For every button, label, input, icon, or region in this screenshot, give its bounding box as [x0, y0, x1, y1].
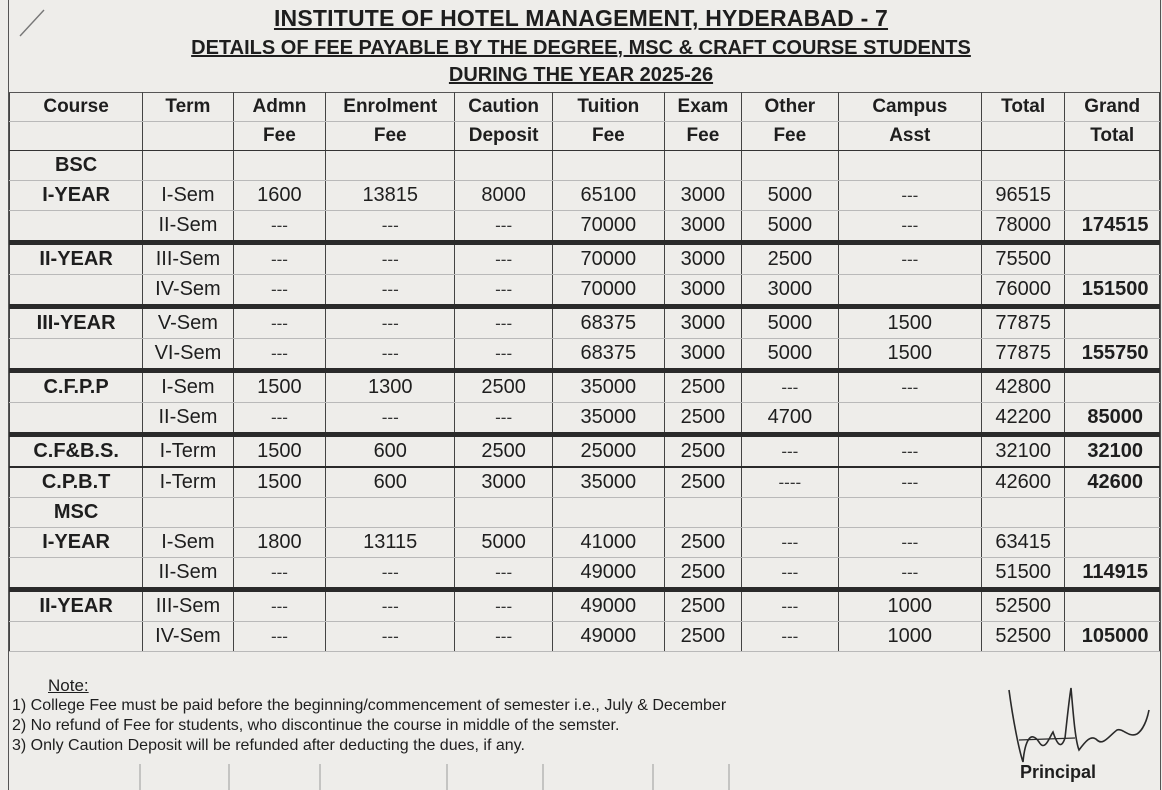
term-cell: [143, 498, 233, 528]
grand-total-cell: 85000: [1065, 403, 1160, 435]
column-header: Exam: [664, 93, 741, 122]
fee-cell: 63415: [981, 528, 1064, 558]
fee-cell: ---: [742, 371, 839, 403]
fee-cell: 3000: [664, 339, 741, 371]
fee-cell: [838, 275, 981, 307]
fee-cell: 1500: [838, 307, 981, 339]
course-cell: MSC: [10, 498, 143, 528]
fee-cell: 2500: [664, 467, 741, 498]
fee-cell: [742, 151, 839, 181]
term-cell: I-Sem: [143, 528, 233, 558]
fee-cell: 49000: [552, 590, 664, 622]
fee-cell: ---: [326, 622, 455, 652]
fee-cell: 600: [326, 435, 455, 468]
fee-cell: 41000: [552, 528, 664, 558]
fee-cell: [981, 151, 1064, 181]
fee-cell: [552, 498, 664, 528]
term-cell: VI-Sem: [143, 339, 233, 371]
principal-label: Principal: [1020, 762, 1097, 782]
fee-cell: 3000: [455, 467, 553, 498]
column-header: Term: [143, 93, 233, 122]
notes-section: [12, 676, 726, 756]
course-cell: [10, 275, 143, 307]
fee-cell: 42200: [981, 403, 1064, 435]
column-header: [981, 122, 1064, 151]
fee-cell: 35000: [552, 467, 664, 498]
notes-title: Note:: [48, 676, 89, 695]
table-row: [10, 211, 1160, 243]
course-cell: C.P.B.T: [10, 467, 143, 498]
course-cell: C.F.P.P: [10, 371, 143, 403]
table-row: [10, 307, 1160, 339]
fee-cell: ---: [742, 622, 839, 652]
fee-cell: 1600: [233, 181, 326, 211]
fee-cell: 2500: [664, 590, 741, 622]
fee-cell: 3000: [664, 211, 741, 243]
fee-cell: [664, 498, 741, 528]
fee-cell: ---: [742, 558, 839, 590]
grand-total-cell: [1065, 243, 1160, 275]
course-cell: II-YEAR: [10, 243, 143, 275]
grand-total-cell: [1065, 307, 1160, 339]
fee-cell: ----: [742, 467, 839, 498]
fee-cell: 35000: [552, 403, 664, 435]
fee-cell: ---: [838, 243, 981, 275]
term-cell: I-Term: [143, 467, 233, 498]
fee-cell: 2500: [664, 403, 741, 435]
fee-cell: ---: [326, 211, 455, 243]
term-cell: I-Term: [143, 435, 233, 468]
fee-cell: [981, 498, 1064, 528]
fee-cell: 5000: [742, 307, 839, 339]
fee-cell: 52500: [981, 622, 1064, 652]
grand-total-cell: [1065, 590, 1160, 622]
column-header: Caution: [455, 93, 553, 122]
term-cell: II-Sem: [143, 211, 233, 243]
column-header: Campus: [838, 93, 981, 122]
course-cell: C.F&B.S.: [10, 435, 143, 468]
fee-cell: 25000: [552, 435, 664, 468]
column-header: Fee: [664, 122, 741, 151]
academic-year-line: DURING THE YEAR 2025-26: [448, 64, 714, 86]
fee-cell: [838, 151, 981, 181]
term-cell: [143, 151, 233, 181]
fee-cell: ---: [326, 275, 455, 307]
course-cell: II-YEAR: [10, 590, 143, 622]
fee-cell: 2500: [664, 435, 741, 468]
fee-cell: ---: [233, 558, 326, 590]
fee-cell: [233, 151, 326, 181]
term-cell: III-Sem: [143, 243, 233, 275]
fee-cell: 1500: [233, 371, 326, 403]
fee-cell: 77875: [981, 339, 1064, 371]
column-header: Other: [742, 93, 839, 122]
term-cell: I-Sem: [143, 181, 233, 211]
fee-cell: ---: [838, 181, 981, 211]
fee-cell: ---: [326, 339, 455, 371]
fee-cell: ---: [455, 339, 553, 371]
course-cell: [10, 403, 143, 435]
fee-cell: ---: [838, 435, 981, 468]
section-row: [10, 151, 1160, 181]
fee-table: [9, 92, 1160, 652]
fee-cell: 2500: [664, 371, 741, 403]
institute-title: INSTITUTE OF HOTEL MANAGEMENT, HYDERABAD - 7: [273, 5, 889, 31]
fee-cell: ---: [455, 307, 553, 339]
fee-cell: 5000: [742, 339, 839, 371]
column-header: Admn: [233, 93, 326, 122]
table-header-row: [10, 93, 1160, 122]
note-item: 2) No refund of Fee for students, who discontinue the course in middle of the semster.: [12, 717, 620, 734]
term-cell: II-Sem: [143, 558, 233, 590]
fee-cell: 1500: [233, 435, 326, 468]
fee-cell: [838, 403, 981, 435]
fee-details-subtitle: DETAILS OF FEE PAYABLE BY THE DEGREE, MSC & CRAFT COURSE STUDENTS: [191, 37, 971, 59]
fee-cell: 2500: [742, 243, 839, 275]
fee-cell: ---: [233, 403, 326, 435]
fee-cell: ---: [742, 528, 839, 558]
grand-total-cell: 32100: [1065, 435, 1160, 468]
fee-cell: [455, 151, 553, 181]
fee-cell: 77875: [981, 307, 1064, 339]
section-row: [10, 498, 1160, 528]
term-cell: V-Sem: [143, 307, 233, 339]
grand-total-cell: [1065, 498, 1160, 528]
fee-cell: [664, 151, 741, 181]
grand-total-cell: 105000: [1065, 622, 1160, 652]
fee-cell: 49000: [552, 622, 664, 652]
table-row: [10, 590, 1160, 622]
fee-cell: ---: [233, 622, 326, 652]
fee-cell: ---: [233, 211, 326, 243]
course-cell: I-YEAR: [10, 528, 143, 558]
table-row: [10, 403, 1160, 435]
grand-total-cell: 151500: [1065, 275, 1160, 307]
fee-cell: ---: [326, 403, 455, 435]
course-cell: III-YEAR: [10, 307, 143, 339]
fee-cell: 32100: [981, 435, 1064, 468]
term-cell: IV-Sem: [143, 622, 233, 652]
column-header: [10, 122, 143, 151]
fee-cell: 600: [326, 467, 455, 498]
fee-cell: ---: [233, 307, 326, 339]
table-row: [10, 558, 1160, 590]
grand-total-cell: 174515: [1065, 211, 1160, 243]
fee-cell: 4700: [742, 403, 839, 435]
fee-cell: 1500: [838, 339, 981, 371]
fee-cell: 2500: [664, 558, 741, 590]
fee-cell: ---: [455, 622, 553, 652]
column-header: [143, 122, 233, 151]
fee-cell: 2500: [664, 622, 741, 652]
term-cell: II-Sem: [143, 403, 233, 435]
fee-cell: [838, 498, 981, 528]
fee-cell: ---: [326, 558, 455, 590]
fee-cell: 1300: [326, 371, 455, 403]
table-row: [10, 622, 1160, 652]
fee-cell: 3000: [664, 307, 741, 339]
course-cell: [10, 339, 143, 371]
grand-total-cell: [1065, 371, 1160, 403]
grand-total-cell: 155750: [1065, 339, 1160, 371]
fee-cell: ---: [233, 590, 326, 622]
fee-cell: 5000: [742, 181, 839, 211]
fee-cell: ---: [838, 467, 981, 498]
fee-cell: 5000: [455, 528, 553, 558]
course-cell: [10, 558, 143, 590]
fee-cell: 5000: [742, 211, 839, 243]
column-header: Deposit: [455, 122, 553, 151]
course-cell: [10, 211, 143, 243]
fee-cell: 70000: [552, 211, 664, 243]
column-header: Fee: [552, 122, 664, 151]
fee-cell: 42800: [981, 371, 1064, 403]
grand-total-cell: [1065, 181, 1160, 211]
table-header-row: [10, 122, 1160, 151]
grand-total-cell: [1065, 528, 1160, 558]
term-cell: IV-Sem: [143, 275, 233, 307]
fee-cell: 75500: [981, 243, 1064, 275]
grand-total-cell: [1065, 151, 1160, 181]
fee-cell: 1800: [233, 528, 326, 558]
fee-cell: 13815: [326, 181, 455, 211]
fee-cell: 68375: [552, 339, 664, 371]
fee-cell: 70000: [552, 243, 664, 275]
fee-cell: [742, 498, 839, 528]
fee-cell: ---: [838, 371, 981, 403]
fee-cell: ---: [455, 403, 553, 435]
column-header: Total: [981, 93, 1064, 122]
fee-cell: ---: [326, 590, 455, 622]
table-row: [10, 243, 1160, 275]
fee-cell: ---: [233, 275, 326, 307]
course-cell: BSC: [10, 151, 143, 181]
fee-cell: ---: [455, 211, 553, 243]
column-header: Fee: [326, 122, 455, 151]
grand-total-cell: 42600: [1065, 467, 1160, 498]
fee-cell: 1000: [838, 590, 981, 622]
term-cell: I-Sem: [143, 371, 233, 403]
fee-cell: [233, 498, 326, 528]
fee-cell: 13115: [326, 528, 455, 558]
fee-cell: ---: [742, 590, 839, 622]
fee-cell: 70000: [552, 275, 664, 307]
table-row: [10, 467, 1160, 498]
table-row: [10, 371, 1160, 403]
fee-cell: ---: [838, 558, 981, 590]
column-header: Tuition: [552, 93, 664, 122]
column-header: Course: [10, 93, 143, 122]
fee-cell: ---: [455, 275, 553, 307]
fee-cell: 96515: [981, 181, 1064, 211]
fee-cell: ---: [838, 528, 981, 558]
fee-cell: ---: [455, 243, 553, 275]
fee-cell: 1500: [233, 467, 326, 498]
fee-cell: 3000: [664, 275, 741, 307]
fee-cell: ---: [742, 435, 839, 468]
table-row: [10, 181, 1160, 211]
fee-cell: 2500: [455, 435, 553, 468]
fee-cell: ---: [233, 243, 326, 275]
fee-cell: 51500: [981, 558, 1064, 590]
fee-cell: 35000: [552, 371, 664, 403]
column-header: Fee: [742, 122, 839, 151]
table-row: [10, 528, 1160, 558]
course-cell: I-YEAR: [10, 181, 143, 211]
fee-cell: 3000: [664, 243, 741, 275]
fee-cell: 1000: [838, 622, 981, 652]
fee-cell: ---: [326, 243, 455, 275]
table-row: [10, 275, 1160, 307]
column-header: Asst: [838, 122, 981, 151]
column-header: Enrolment: [326, 93, 455, 122]
principal-signature: [1005, 680, 1155, 775]
column-header: Total: [1065, 122, 1160, 151]
fee-cell: 3000: [742, 275, 839, 307]
fee-cell: 68375: [552, 307, 664, 339]
page-right-border: [1160, 0, 1161, 790]
fee-cell: [455, 498, 553, 528]
fee-cell: 2500: [664, 528, 741, 558]
fee-cell: 2500: [455, 371, 553, 403]
note-item: 3) Only Caution Deposit will be refunded after deducting the dues, if any.: [12, 737, 525, 754]
table-row: [10, 435, 1160, 468]
fee-cell: ---: [455, 558, 553, 590]
fee-cell: ---: [233, 339, 326, 371]
course-cell: [10, 622, 143, 652]
fee-cell: 52500: [981, 590, 1064, 622]
table-row: [10, 339, 1160, 371]
fee-cell: 78000: [981, 211, 1064, 243]
column-header: Grand: [1065, 93, 1160, 122]
term-cell: III-Sem: [143, 590, 233, 622]
fee-cell: ---: [838, 211, 981, 243]
fee-cell: 42600: [981, 467, 1064, 498]
fee-cell: 76000: [981, 275, 1064, 307]
fee-cell: 49000: [552, 558, 664, 590]
fee-cell: 3000: [664, 181, 741, 211]
note-item: 1) College Fee must be paid before the beginning/commencement of semester i.e., July & December: [12, 697, 727, 714]
fee-cell: [552, 151, 664, 181]
fee-cell: [326, 498, 455, 528]
fee-cell: 8000: [455, 181, 553, 211]
grand-total-cell: 114915: [1065, 558, 1160, 590]
fee-cell: [326, 151, 455, 181]
column-header: Fee: [233, 122, 326, 151]
fee-cell: 65100: [552, 181, 664, 211]
fee-cell: ---: [326, 307, 455, 339]
fee-cell: ---: [455, 590, 553, 622]
